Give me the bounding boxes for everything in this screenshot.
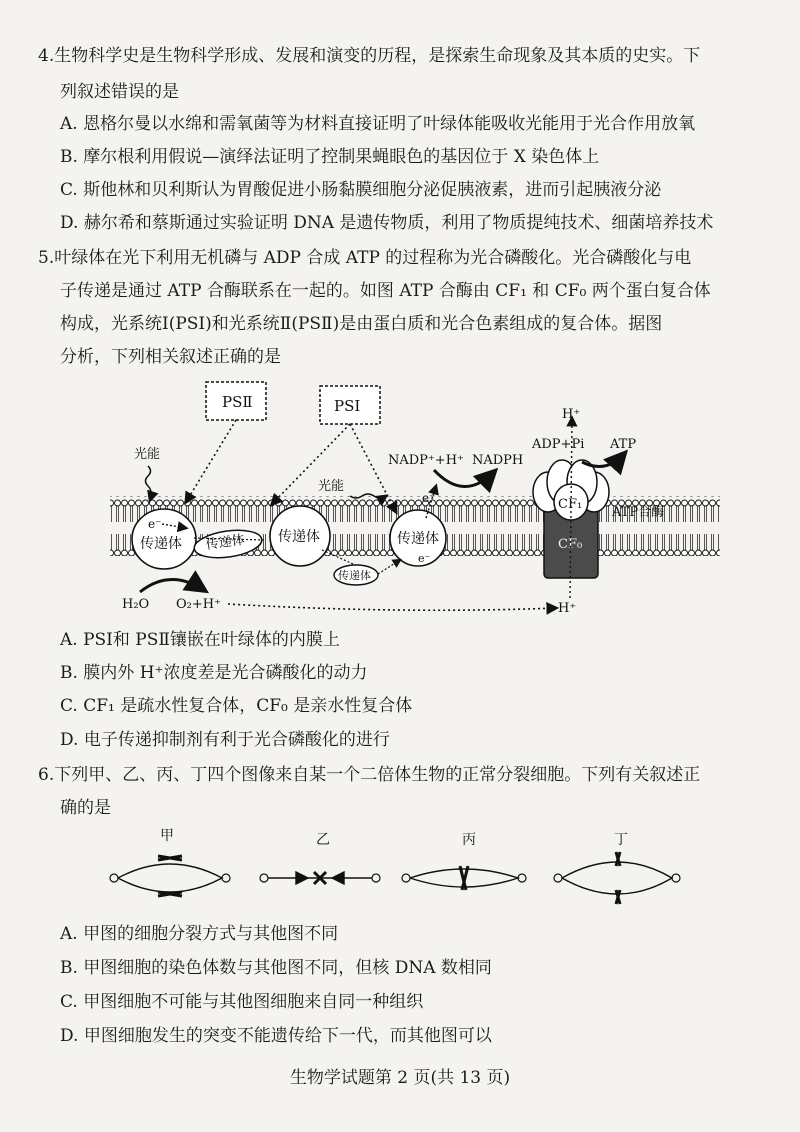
- q4-option-c: C. 斯他林和贝利斯认为胃酸促进小肠黏膜细胞分泌促胰液素，进而引起胰液分泌: [60, 180, 662, 200]
- q6-option-b: B. 甲图细胞的染色体数与其他图不同，但核 DNA 数相同: [60, 958, 492, 978]
- oxygen-label: O₂+H⁺: [176, 597, 221, 612]
- q4-option-a: A. 恩格尔曼以水绵和需氧菌等为材料直接证明了叶绿体能吸收光能用于光合作用放氧: [60, 114, 696, 134]
- water-split-arrow: [140, 579, 204, 592]
- page-footer: 生物学试题第 2 页(共 13 页): [289, 1068, 511, 1088]
- nadp-label: NADP⁺+H⁺: [388, 453, 464, 468]
- atp-synthase-label: ATP合酶: [612, 505, 665, 520]
- q6-option-c: C. 甲图细胞不可能与其他图细胞来自同一种组织: [60, 992, 424, 1012]
- q5-option-a: A. PSⅠ和 PSⅡ镶嵌在叶绿体的内膜上: [60, 630, 340, 650]
- figure-label-bing: 丙: [462, 832, 476, 848]
- centrosome-marks: [110, 874, 680, 882]
- cell-bing: [410, 866, 518, 890]
- cf1-label: CF₁: [558, 497, 583, 512]
- cell-yi: [268, 872, 372, 884]
- adp-label: ADP+Pi: [532, 437, 585, 452]
- q4-option-b: B. 摩尔根利用假说—演绎法证明了控制果蝇眼色的基因位于 X 染色体上: [60, 147, 600, 167]
- light-wave-icon-1: [146, 466, 152, 500]
- proton-flow-arrow: [228, 604, 556, 610]
- light-label-1: 光能: [134, 447, 161, 462]
- q4-option-d: D. 赫尔希和蔡斯通过实验证明 DNA 是遗传物质，利用了物质提纯技术、细菌培养技术: [60, 213, 714, 233]
- q5-option-b: B. 膜内外 H⁺浓度差是光合磷酸化的动力: [60, 663, 368, 683]
- proton-label-top: H⁺: [562, 407, 581, 422]
- q5-stem-line2: 子传递是通过 ATP 合酶联系在一起的。如图 ATP 合酶由 CF₁ 和 CF₀ 两个蛋白复合体: [60, 281, 711, 301]
- electron-label-2: e⁻: [422, 491, 436, 505]
- carrier-label-3: 传递体: [278, 529, 320, 545]
- q6-stem-line1: 6.下列甲、乙、丙、丁四个图像来自某一个二倍体生物的正常分裂细胞。下列有关叙述正: [38, 765, 701, 785]
- cell-ding: [562, 852, 672, 904]
- q6-stem-line2: 确的是: [60, 798, 111, 818]
- q6-option-d: D. 甲图细胞发生的突变不能遗传给下一代，而其他图可以: [60, 1026, 492, 1046]
- nadph-label: NADPH: [472, 453, 524, 468]
- q5-stem-line3: 构成，光系统Ⅰ(PSⅠ)和光系统Ⅱ(PSⅡ)是由蛋白质和光合色素组成的复合体。据图: [60, 314, 663, 334]
- photophosphorylation-diagram: [100, 378, 720, 618]
- ps2-label: PSⅡ: [222, 393, 253, 411]
- q4-stem-line1: 4.生物科学史是生物科学形成、发展和演变的历程，是探索生命现象及其本质的史实。下: [38, 46, 701, 66]
- light-label-2: 光能: [318, 479, 345, 494]
- atp-synthesis-arrow: [582, 454, 624, 467]
- q5-stem-line4: 分析，下列相关叙述正确的是: [60, 347, 281, 367]
- ps1-label: PSⅠ: [334, 397, 361, 415]
- water-label: H₂O: [122, 597, 150, 612]
- proton-label-bottom: H⁺: [558, 601, 577, 616]
- cell-division-figures: [100, 822, 700, 912]
- nadph-arrow: [434, 470, 494, 487]
- q4-stem-line2: 列叙述错误的是: [60, 82, 179, 102]
- figure-label-jia: 甲: [160, 828, 174, 844]
- atp-label: ATP: [610, 437, 637, 452]
- q5-option-c: C. CF₁ 是疏水性复合体，CF₀ 是亲水性复合体: [60, 696, 413, 716]
- cell-jia: [118, 856, 222, 896]
- q5-stem-line1: 5.叶绿体在光下利用无机磷与 ADP 合成 ATP 的过程称为光合磷酸化。光合磷酸化与电: [38, 248, 692, 268]
- carrier-label-4: 传递体: [338, 569, 371, 582]
- figure-label-ding: 丁: [614, 832, 628, 848]
- electron-label-3: e⁻: [418, 552, 431, 565]
- q5-option-d: D. 电子传递抑制剂有利于光合磷酸化的进行: [60, 730, 390, 750]
- carrier-label-2: 传递体: [204, 532, 246, 554]
- electron-label-1: e⁻: [148, 517, 162, 531]
- carrier-label-5: 传递体: [397, 531, 439, 547]
- q6-option-a: A. 甲图的细胞分裂方式与其他图不同: [60, 924, 339, 944]
- cf0-label: CF₀: [558, 537, 583, 552]
- figure-label-yi: 乙: [316, 832, 330, 848]
- carrier-label-1: 传递体: [140, 536, 182, 552]
